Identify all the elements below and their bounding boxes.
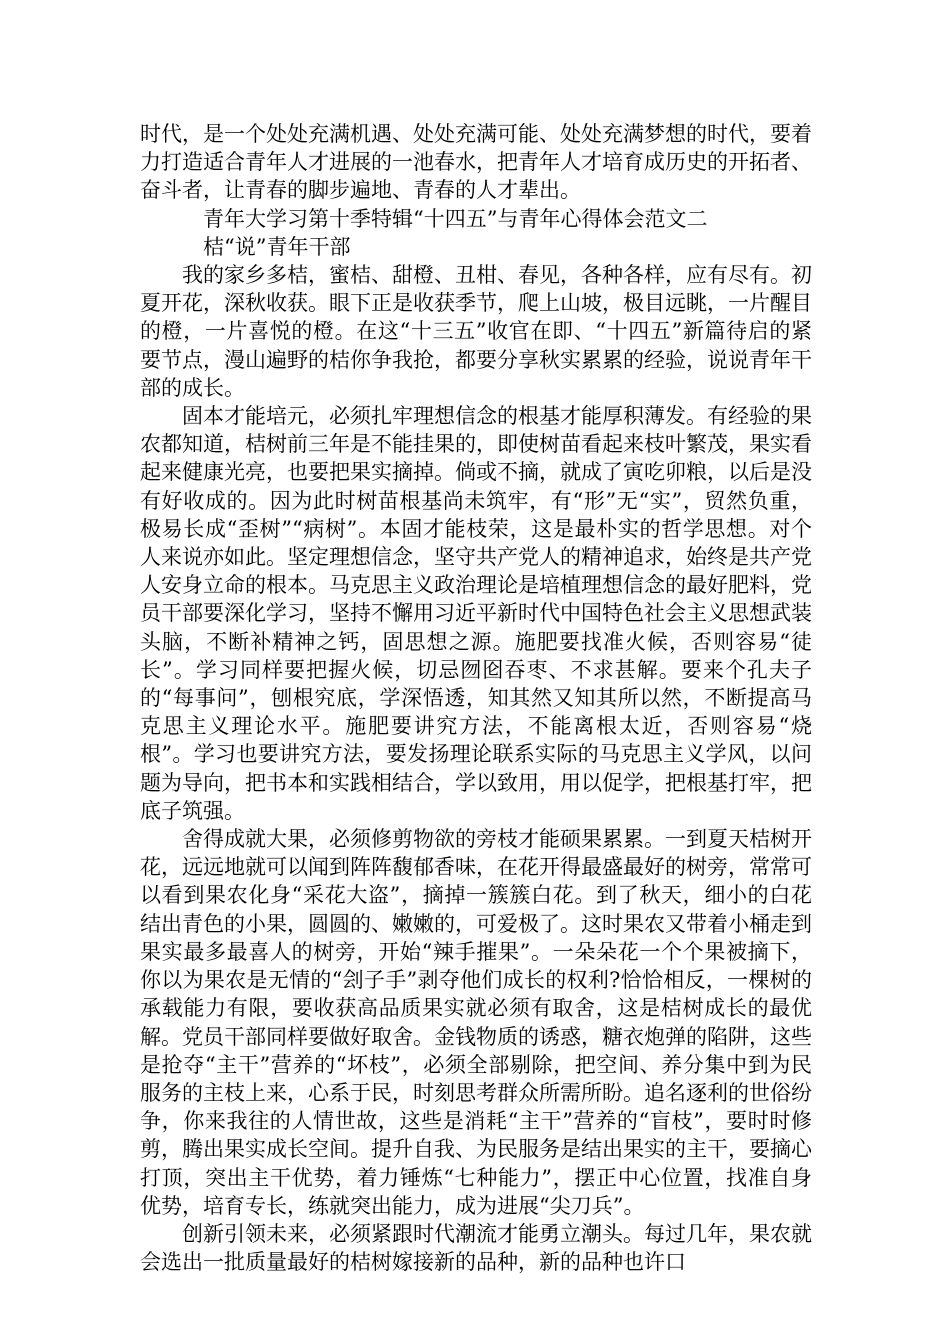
article-subtitle: 桔“说”青年干部 — [203, 234, 351, 259]
paragraph: 我的家乡多桔，蜜桔、甜橙、丑柑、春见，各种各样，应有尽有。初夏开花，深秋收获。眼下正是收获季节，爬上山坡，极目远眺，一片醒目的橙，一片喜悦的橙。在这“十三五”收官在即、“十四五”新篇待启的紧要节点，漫山遍野的桔你争我抢，都要分享秋实累累的经验，说说青年干部的成长。 — [140, 263, 812, 400]
paragraph: 固本才能培元，必须扎牢理想信念的根基才能厚积薄发。有经验的果农都知道，桔树前三年是不能挂果的，即使树苗看起来枝叶繁茂，果实看起来健康光亮，也要把果实摘掉。倘或不摘，就成了寅吃卯粮，以后是没有好收成的。因为此时树苗根基尚未筑牢，有“形”无“实”，贸然负重，极易长成“歪树”“病树”。本固才能枝荣，这是最朴实的哲学思想。对个人来说亦如此。坚定理想信念，坚守共产党人的精神追求，始终是共产党人安身立命的根本。马克思主义政治理论是培植理想信念的最好肥料，党员干部要深化学习，坚持不懈用习近平新时代中国特色社会主义思想武装头脑，不断补精神之钙，固思想之源。施肥要找准火候，否则容易“徒长”。学习同样要把握火候，切忌囫囵吞枣、不求甚解。要来个孔夫子的“每事问”，刨根究底，学深悟透，知其然又知其所以然，不断提高马克思主义理论水平。施肥要讲究方法，不能离根太近，否则容易“烧根”。学习也要讲究方法，要发扬理论联系实际的马克思主义学风，以问题为导向，把书本和实践相结合，学以致用，用以促学，把根基打牢，把底子筑强。 — [140, 404, 812, 823]
paragraph: 舍得成就大果，必须修剪物欲的旁枝才能硕果累累。一到夏天桔树开花，远远地就可以闻到阵阵馥郁香味，在花开得最盛最好的树旁，常常可以看到果农化身“采花大盗”，摘掉一簇簇白花。到了秋天，细小的白花结出青色的小果，圆圆的、嫩嫩的，可爱极了。这时果农又带着小桶走到果实最多最喜人的树旁，开始“辣手摧果”。一朵朵花一个个果被摘下，你以为果农是无情的“刽子手”剥夺他们成长的权利?恰恰相反，一棵树的承载能力有限，要收获高品质果实就必须有取舍，这是桔树成长的最优解。党员干部同样要做好取舍。金钱物质的诱惑，糖衣炮弹的陷阱，这些是抢夺“主干”营养的“坏枝”，必须全部剔除，把空间、养分集中到为民服务的主枝上来，心系于民，时刻思考群众所需所盼。追名逐利的世俗纷争，你来我往的人情世故，这些是消耗“主干”营养的“盲枝”，要时时修剪，腾出果实成长空间。提升自我、为民服务是结出果实的主干，要摘心打顶，突出主干优势，着力锤炼“七种能力”，摆正中心位置，找准自身优势，培育专长，练就突出能力，成为进展“尖刀兵”。 — [140, 827, 812, 1218]
paragraph-continued: 时代，是一个处处充满机遇、处处充满可能、处处充满梦想的时代，要着力打造适合青年人才进展的一池春水，把青年人才培育成历史的开拓者、奋斗者，让青春的脚步遍地、青春的人才辈出。 — [140, 122, 812, 203]
article-title: 青年大学习第十季特辑“十四五”与青年心得体会范文二 — [203, 206, 708, 231]
paragraph: 创新引领未来，必须紧跟时代潮流才能勇立潮头。每过几年，果农就会选出一批质量最好的桔树嫁接新的品种，新的品种也许口 — [140, 1221, 812, 1275]
document-body — [140, 120, 812, 1276]
